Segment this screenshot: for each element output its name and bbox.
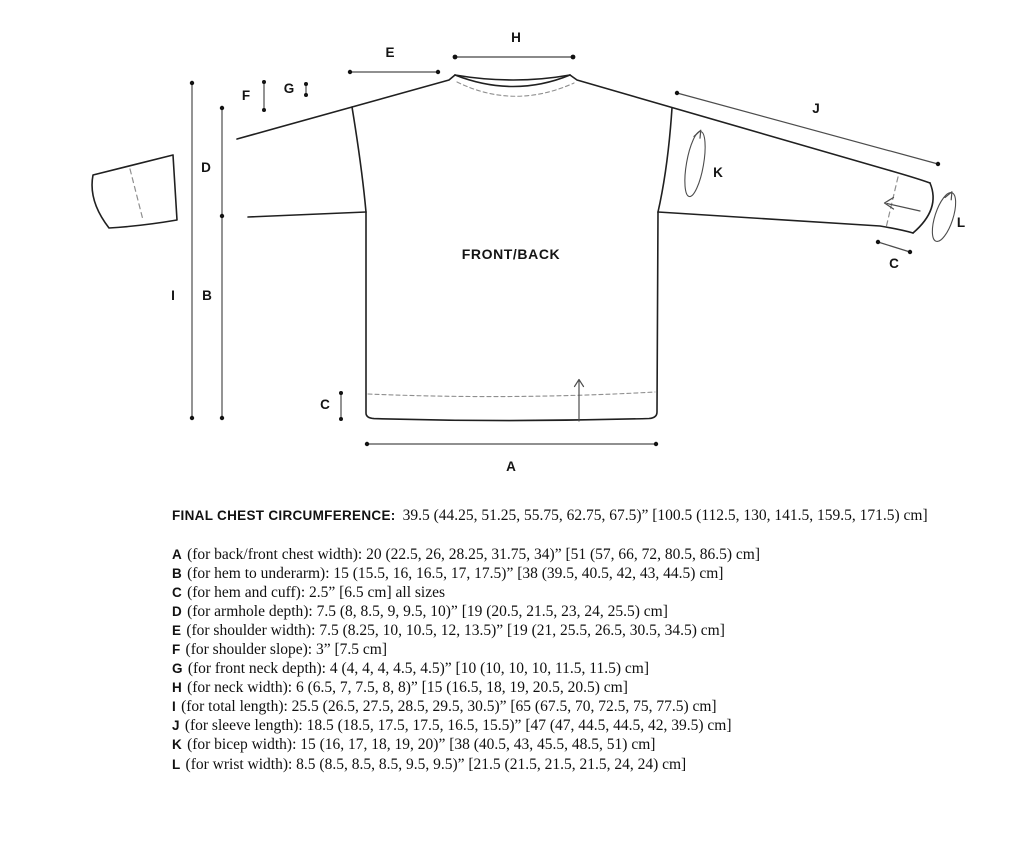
item-letter: F [172,642,181,658]
label-C-cuff: C [889,256,899,271]
item-text: (for bicep width): 15 (16, 17, 18, 19, 20)” [38 (40.5, 43, 45.5, 48.5, 51) cm] [187,736,656,754]
bicep-circumference-ellipse [681,130,709,198]
left-armhole-seam [352,107,366,212]
item-letter: L [172,756,181,772]
item-letter: G [172,661,183,677]
item-text: (for back/front chest width): 20 (22.5, 26, 28.25, 31.75, 34)” [51 (57, 66, 72, 80.5, 86.5) cm] [187,546,761,563]
measurement-specs [172,506,962,774]
label-A: A [506,459,516,474]
item-letter: H [172,680,183,696]
left-cuff-fold-dashed [130,169,143,220]
measurement-item-H [172,678,962,697]
label-D: D [201,160,211,175]
final-chest-circumference-line [172,506,962,525]
measurement-item-F [172,640,962,659]
measurement-item-D [172,602,962,621]
item-text: (for neck width): 6 (6.5, 7, 7.5, 8, 8)” [15 (16.5, 18, 19, 20.5, 20.5) cm] [187,679,628,697]
item-text: (for hem to underarm): 15 (15.5, 16, 16.5, 17, 17.5)” [38 (39.5, 40.5, 42, 43, 44.5) cm] [187,565,724,583]
item-text: (for wrist width): 8.5 (8.5, 8.5, 8.5, 9.5, 9.5)” [21.5 (21.5, 21.5, 21.5, 24, 24) cm] [185,755,687,773]
neckband-top-rim [455,75,570,80]
measurement-item-I [172,697,962,716]
cuff-direction-arrow [885,198,921,212]
label-F: F [241,88,251,103]
right-sleeve-underside [658,212,913,233]
label-H: H [511,30,521,45]
measurement-item-E [172,621,962,640]
right-cuff-fold-dashed [886,177,898,228]
measurement-lines [190,55,961,447]
hem-fold-dashed [368,392,655,397]
hem-direction-arrow [575,380,584,422]
final-chest-circumference-value: 39.5 (44.25, 51.25, 55.75, 62.75, 67.5)” [100.5 (112.5, 130, 141.5, 159.5, 171.5) cm] [402,507,928,524]
measurement-item-G [172,659,962,678]
item-letter: E [172,623,182,639]
item-letter: K [172,737,183,753]
label-K: K [713,165,723,180]
item-text: (for hem and cuff): 2.5” [6.5 cm] all sizes [187,584,446,602]
left-sleeve-underside [248,212,366,217]
measure-line-C-cuff [878,242,910,252]
right-shoulder-line [570,75,930,183]
neckline-dashed [457,82,574,96]
label-C-hem: C [320,397,330,412]
item-text: (for front neck depth): 4 (4, 4, 4, 4.5, 4.5)” [10 (10, 10, 10, 11.5, 11.5) cm] [187,660,649,678]
item-letter: C [172,585,183,601]
left-cuff-piece [92,155,177,228]
measure-line-J [677,93,938,164]
right-cuff-edge [913,183,933,233]
item-text: (for sleeve length): 18.5 (18.5, 17.5, 17.5, 16.5, 15.5)” [47 (47, 44.5, 44.5, 42, 39.5) cm] [184,717,732,735]
label-J: J [812,101,820,116]
item-letter: D [172,604,183,620]
measurement-letter-labels [171,30,965,474]
measurement-list [172,545,962,774]
item-text: (for shoulder slope): 3” [7.5 cm] [185,641,387,659]
left-shoulder-line [237,75,455,139]
measurement-item-B [172,564,962,583]
final-chest-circumference-label: FINAL CHEST CIRCUMFERENCE: [172,508,396,523]
label-L: L [956,215,966,230]
right-armhole-seam [658,108,672,212]
measurement-item-C [172,583,962,602]
item-letter: A [172,547,183,562]
piece-label: FRONT/BACK [461,246,561,262]
label-B: B [202,288,212,303]
label-G: G [283,81,295,96]
label-E: E [385,45,395,60]
label-I: I [171,288,175,303]
item-letter: I [172,699,177,715]
item-letter: J [172,718,180,734]
item-text: (for shoulder width): 7.5 (8.25, 10, 10.5, 12, 13.5)” [19 (21, 25.5, 26.5, 30.5, 34.5) cm] [186,622,725,640]
measurement-item-J [172,716,962,735]
body-outline [366,212,658,421]
measurement-item-A [172,545,962,564]
item-letter: B [172,566,183,582]
item-text: (for armhole depth): 7.5 (8, 8.5, 9, 9.5, 10)” [19 (20.5, 21.5, 23, 24, 25.5) cm] [187,603,668,621]
measurement-item-L [172,755,962,774]
item-text: (for total length): 25.5 (26.5, 27.5, 28.5, 29.5, 30.5)” [65 (67.5, 70, 72.5, 75, 77.5) cm] [181,698,717,716]
measurement-item-K [172,735,962,754]
